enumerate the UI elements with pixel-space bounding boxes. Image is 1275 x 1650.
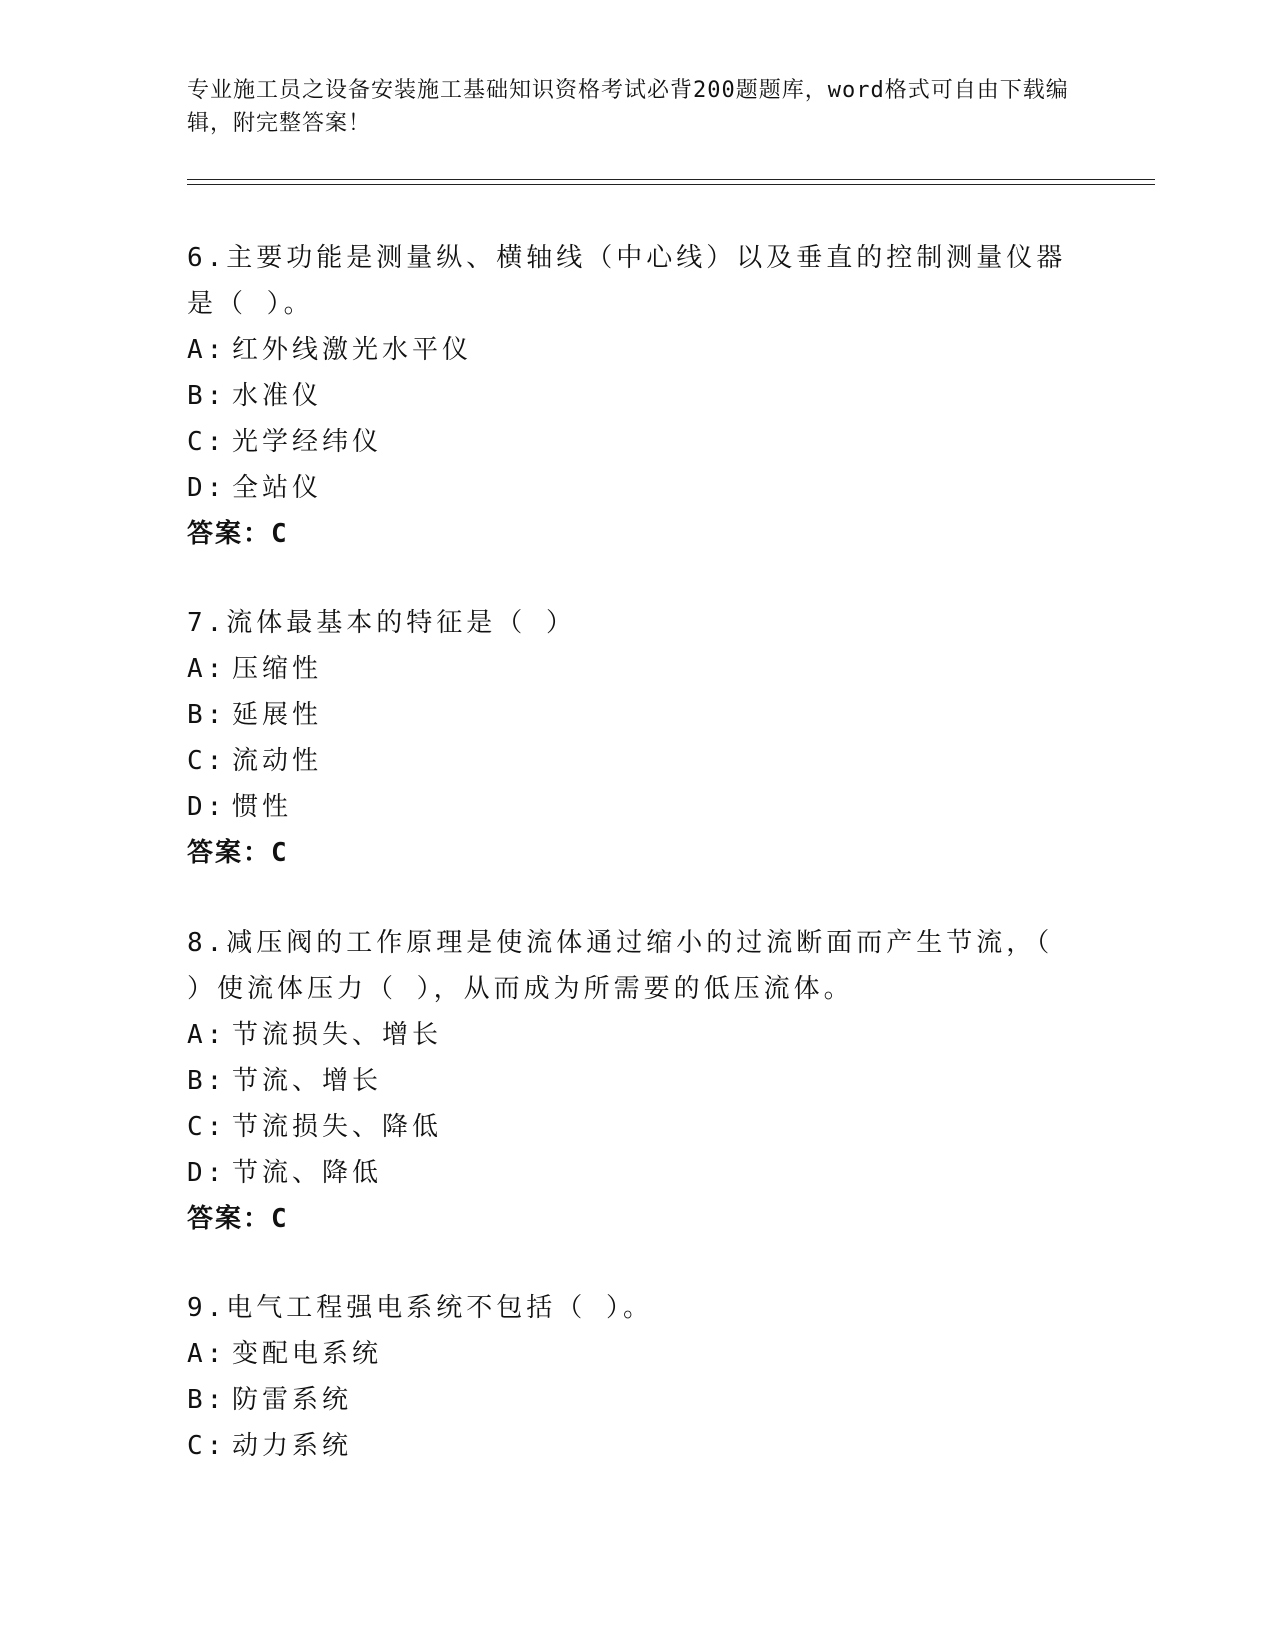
document-header — [187, 74, 1087, 140]
option-b — [187, 373, 1087, 419]
option-letter: C: — [187, 1431, 227, 1461]
option-a — [187, 1012, 1087, 1058]
option-letter: B: — [187, 700, 227, 730]
option-b — [187, 1058, 1087, 1104]
option-text: 惯性 — [232, 792, 293, 822]
option-b — [187, 1377, 1087, 1423]
option-text: 全站仪 — [232, 473, 323, 503]
option-letter: C: — [187, 1112, 227, 1142]
option-letter: D: — [187, 473, 227, 503]
option-letter: B: — [187, 381, 227, 411]
question-7 — [187, 600, 1087, 876]
option-text: 水准仪 — [232, 381, 323, 411]
option-letter: C: — [187, 746, 227, 776]
option-letter: A: — [187, 1020, 227, 1050]
option-d — [187, 1150, 1087, 1196]
question-stem: 9.电气工程强电系统不包括（ ）。 — [187, 1293, 653, 1323]
header-divider-top — [187, 179, 1155, 180]
option-text: 节流损失、增长 — [232, 1020, 443, 1050]
option-letter: A: — [187, 1339, 227, 1369]
option-text: 光学经纬仪 — [232, 427, 383, 457]
option-letter: A: — [187, 654, 227, 684]
option-text: 节流、降低 — [232, 1158, 383, 1188]
option-a — [187, 327, 1087, 373]
option-c — [187, 1104, 1087, 1150]
option-a — [187, 1331, 1087, 1377]
option-text: 动力系统 — [232, 1431, 353, 1461]
answer: 答案：C — [187, 838, 289, 868]
option-text: 防雷系统 — [232, 1385, 353, 1415]
option-letter: D: — [187, 1158, 227, 1188]
option-c — [187, 1423, 1087, 1469]
option-letter: D: — [187, 792, 227, 822]
option-text: 变配电系统 — [232, 1339, 383, 1369]
answer: 答案：C — [187, 519, 289, 549]
answer: 答案：C — [187, 1204, 289, 1234]
question-6 — [187, 235, 1087, 557]
question-stem: 8.减压阀的工作原理是使流体通过缩小的过流断面而产生节流，（ ）使流体压力（ ），从而成为所需要的低压流体。 — [187, 928, 1054, 1004]
option-text: 红外线激光水平仪 — [232, 335, 473, 365]
option-text: 流动性 — [232, 746, 323, 776]
option-letter: B: — [187, 1385, 227, 1415]
question-8 — [187, 920, 1087, 1242]
option-b — [187, 692, 1087, 738]
option-a — [187, 646, 1087, 692]
option-text: 压缩性 — [232, 654, 323, 684]
option-d — [187, 784, 1087, 830]
question-9 — [187, 1285, 1087, 1469]
option-text: 节流、增长 — [232, 1066, 383, 1096]
option-c — [187, 419, 1087, 465]
option-c — [187, 738, 1087, 784]
option-text: 延展性 — [232, 700, 323, 730]
option-letter: B: — [187, 1066, 227, 1096]
option-text: 节流损失、降低 — [232, 1112, 443, 1142]
option-d — [187, 465, 1087, 511]
question-stem: 6.主要功能是测量纵、横轴线（中心线）以及垂直的控制测量仪器是（ ）。 — [187, 243, 1067, 319]
header-divider-bottom — [187, 184, 1155, 185]
option-letter: A: — [187, 335, 227, 365]
question-stem: 7.流体最基本的特征是（ ） — [187, 608, 576, 638]
document-title: 专业施工员之设备安装施工基础知识资格考试必背200题题库，word格式可自由下载编辑，附完整答案！ — [187, 78, 1069, 136]
option-letter: C: — [187, 427, 227, 457]
